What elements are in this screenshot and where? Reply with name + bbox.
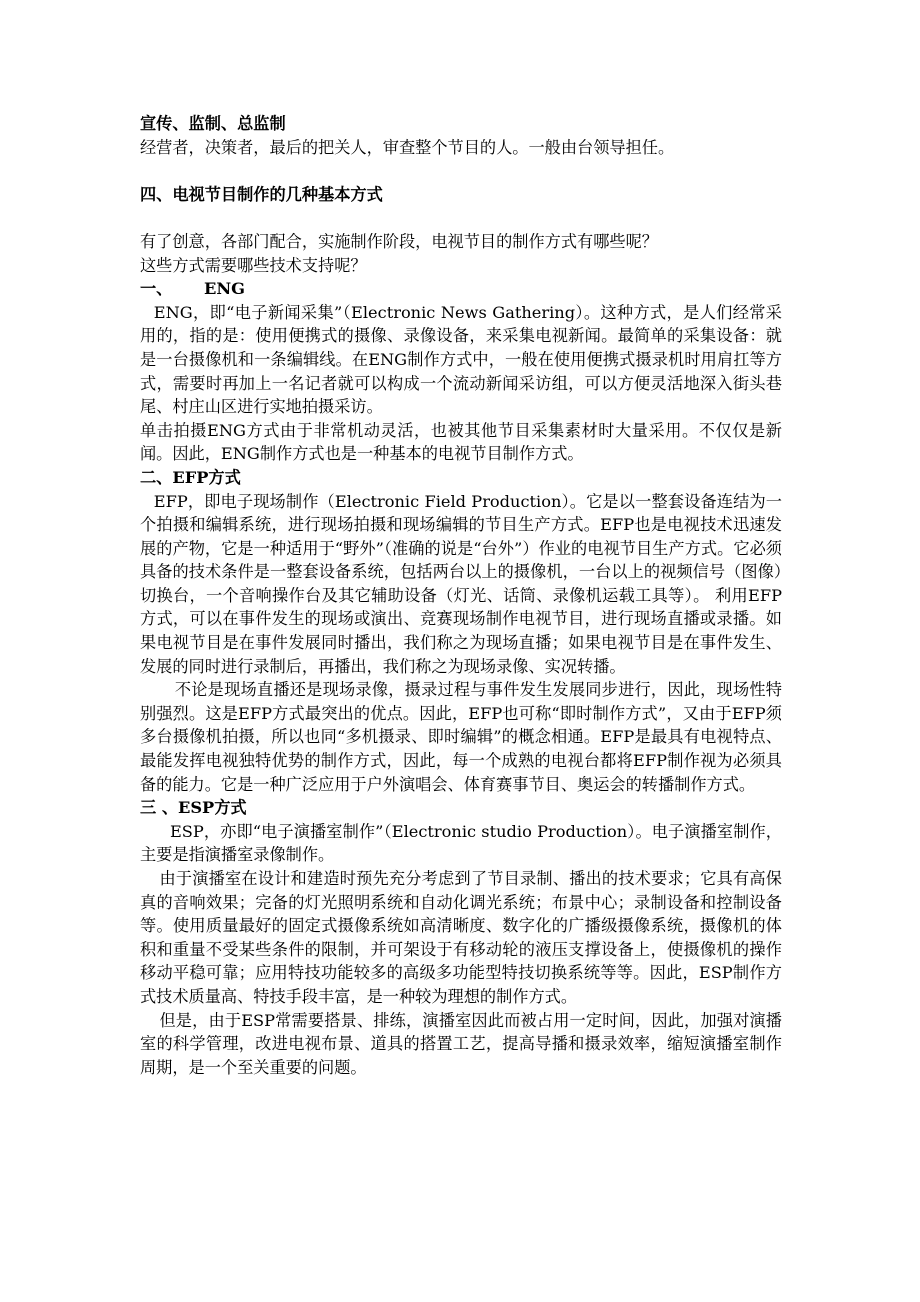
esp-paragraph-2: 由于演播室在设计和建造时预先充分考虑到了节目录制、播出的技术要求；它具有高保真的音响效果；完备的灯光照明系统和自动化调光系统；布景中心；录制设备和控制设备等。使用质量最好的固定式摄像系统如高清晰度、数字化的广播级摄像系统，摄像机的体积和重量不受某些条件的限制，并可架设于有移动轮的液压支撑设备上，使摄像机的操作移动平稳可靠；应用特技功能较多的高级多功能型特技切换系统等等。因此，ESP制作方式技术质量高、特技手段丰富，是一种较为理想的制作方式。 bbox=[140, 869, 782, 1006]
section-4-intro-line-1: 有了创意，各部门配合，实施制作阶段，电视节目的制作方式有哪些呢？ bbox=[140, 231, 658, 251]
roles-description: 经营者，决策者，最后的把关人，审查整个节目的人。一般由台领导担任。 bbox=[140, 137, 675, 157]
efp-paragraph-2: 不论是现场直播还是现场录像，摄录过程与事件发生发展同步进行，因此，现场性特别强烈。这是EFP方式最突出的优点。因此，EFP也可称“即时制作方式”，又由于EFP须多台摄像机拍摄，所以也同“多机摄录、即时编辑”的概念相通。EFP是最具有电视特点、最能发挥电视独特优势的制作方式，因此，每一个成熟的电视台都将EFP制作视为必须具备的能力。它是一种广泛应用于户外演唱会、体育赛事节目、奥运会的转播制作方式。 bbox=[140, 680, 782, 794]
eng-paragraph-1: ENG，即“电子新闻采集”（Electronic News Gathering）。这种方式，是人们经常采用的，指的是：使用便携式的摄像、录像设备，来采集电视新闻。最简单的采集设备：就是一台摄像机和一条编辑线。在ENG制作方式中，一般在使用便携式摄录机时用肩扛等方式，需要时再加上一名记者就可以构成一个流动新闻采访组，可以方便灵活地深入街头巷尾、村庄山区进行实地拍摄采访。 bbox=[140, 302, 782, 417]
efp-heading: 二、EFP方式 bbox=[140, 467, 241, 487]
eng-paragraph-2: 单击拍摄ENG方式由于非常机动灵活，也被其他节目采集素材时大量采用。不仅仅是新闻。因此，ENG制作方式也是一种基本的电视节目制作方式。 bbox=[140, 420, 782, 464]
spacer bbox=[140, 159, 782, 183]
spacer bbox=[140, 206, 782, 230]
esp-heading: 三 、ESP方式 bbox=[140, 798, 247, 818]
eng-heading-number: 一、 bbox=[140, 279, 173, 299]
section-4-intro-line-2: 这些方式需要哪些技术支持呢？ bbox=[140, 255, 367, 275]
document-page bbox=[140, 112, 782, 1079]
section-4-heading: 四、电视节目制作的几种基本方式 bbox=[140, 184, 383, 204]
eng-heading-title: ENG bbox=[204, 279, 245, 299]
eng-heading bbox=[140, 277, 782, 301]
esp-paragraph-1: ESP，亦即“电子演播室制作”（Electronic studio Production）。电子演播室制作，主要是指演播室录像制作。 bbox=[140, 821, 782, 865]
esp-paragraph-3: 但是，由于ESP常需要搭景、排练，演播室因此而被占用一定时间，因此，加强对演播室的科学管理，改进电视布景、道具的搭置工艺，提高导播和摄录效率，缩短演播室制作周期，是一个至关重要的问题。 bbox=[140, 1010, 782, 1077]
roles-heading: 宣传、监制、总监制 bbox=[140, 114, 286, 133]
efp-paragraph-1: EFP，即电子现场制作（Electronic Field Production）。它是以一整套设备连结为一个拍摄和编辑系统，进行现场拍摄和现场编辑的节目生产方式。EFP也是电视技术迅速发展的产物，它是一种适用于“野外”（准确的说是“台外”）作业的电视节目生产方式。它必须具备的技术条件是一整套设备系统，包括两台以上的摄像机，一台以上的视频信号（图像）切换台，一个音响操作台及其它辅助设备（灯光、话筒、录像机运载工具等）。 利用EFP方式，可以在事件发生的现场或演出、竞赛现场制作电视节目，进行现场直播或录播。如果电视节目是在事件发展同时播出，我们称之为现场直播；如果电视节目是在事件发生、发展的同时进行录制后，再播出，我们称之为现场录像、实况转播。 bbox=[140, 491, 782, 676]
